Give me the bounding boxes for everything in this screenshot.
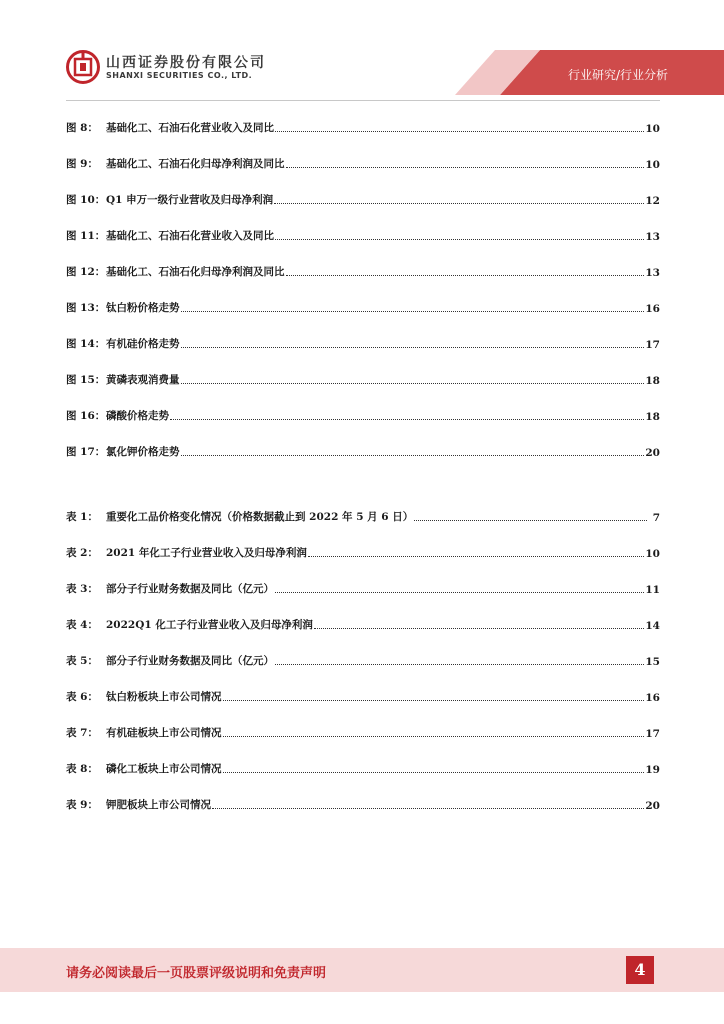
dot-leader — [286, 274, 645, 276]
toc-number: 表 9： — [66, 799, 98, 811]
toc-figure-row[interactable] — [66, 263, 660, 279]
dot-leader — [275, 591, 644, 593]
toc-page-number: 20 — [645, 800, 660, 812]
toc-title: 有机硅价格走势 — [106, 338, 180, 350]
toc-number: 表 6： — [66, 691, 98, 703]
toc-page-number: 10 — [645, 123, 660, 135]
toc-table-row[interactable] — [66, 652, 660, 668]
toc-page-number: 17 — [645, 339, 660, 351]
toc-table-row[interactable] — [66, 508, 660, 524]
toc-number: 图 17： — [66, 446, 106, 458]
toc-title: 有机硅板块上市公司情况 — [106, 727, 222, 739]
toc-number: 表 4： — [66, 619, 98, 631]
toc-number: 表 7： — [66, 727, 98, 739]
toc-page-number: 13 — [645, 267, 660, 279]
page-number: 4 — [626, 956, 654, 984]
dot-leader — [181, 382, 645, 384]
toc-title: 氯化钾价格走势 — [106, 446, 180, 458]
toc-title: 磷化工板块上市公司情况 — [106, 763, 222, 775]
toc-figure-row[interactable] — [66, 371, 660, 387]
toc-title: 钛白粉价格走势 — [106, 302, 180, 314]
toc-number: 图 12： — [66, 266, 106, 278]
dot-leader — [223, 699, 645, 701]
toc-page-number: 14 — [645, 620, 660, 632]
toc-page-number: 18 — [645, 375, 660, 387]
dot-leader — [223, 771, 645, 773]
toc-title: 黄磷表观消费量 — [106, 374, 180, 386]
toc-page-number: 15 — [645, 656, 660, 668]
dot-leader — [170, 418, 644, 420]
toc-number: 图 16： — [66, 410, 106, 422]
toc-page-number: 20 — [645, 447, 660, 459]
toc-page-number: 18 — [645, 411, 660, 423]
dot-leader — [181, 454, 645, 456]
dot-leader — [275, 130, 644, 132]
toc-figure-row[interactable] — [66, 119, 660, 135]
toc-number: 图 14： — [66, 338, 106, 350]
dot-leader — [212, 807, 644, 809]
dot-leader — [308, 555, 644, 557]
toc-title: 部分子行业财务数据及同比（亿元） — [106, 583, 274, 595]
company-name-cn: 山西证券股份有限公司 — [106, 55, 266, 71]
toc-title: 钾肥板块上市公司情况 — [106, 799, 211, 811]
toc-title: 2022Q1 化工子行业营业收入及归母净利润 — [106, 619, 313, 631]
toc-page-number: 19 — [645, 764, 660, 776]
dot-leader — [314, 627, 645, 629]
toc-number: 图 9： — [66, 158, 98, 170]
toc-title: 部分子行业财务数据及同比（亿元） — [106, 655, 274, 667]
shanxi-securities-logo-icon — [66, 50, 100, 84]
dot-leader — [223, 735, 645, 737]
toc-table-row[interactable] — [66, 760, 660, 776]
toc-title: 基础化工、石油石化营业收入及同比 — [106, 122, 274, 134]
toc-figure-row[interactable] — [66, 443, 660, 459]
toc-title: 基础化工、石油石化归母净利润及同比 — [106, 158, 285, 170]
dot-leader — [414, 519, 647, 521]
toc-number: 图 15： — [66, 374, 106, 386]
dot-leader — [275, 663, 644, 665]
dot-leader — [275, 238, 644, 240]
toc-title: 2021 年化工子行业营业收入及归母净利润 — [106, 547, 307, 559]
toc-table-row[interactable] — [66, 580, 660, 596]
toc-page-number: 7 — [652, 512, 660, 524]
toc-number: 表 1： — [66, 511, 98, 523]
toc-figure-row[interactable] — [66, 155, 660, 171]
toc-table-row[interactable] — [66, 724, 660, 740]
toc-title: 磷酸价格走势 — [106, 410, 169, 422]
toc-table-row[interactable] — [66, 544, 660, 560]
toc-table-row[interactable] — [66, 688, 660, 704]
toc-number: 表 3： — [66, 583, 98, 595]
toc-figure-row[interactable] — [66, 407, 660, 423]
toc-number: 图 8： — [66, 122, 98, 134]
toc-page-number: 10 — [645, 159, 660, 171]
toc-figure-row[interactable] — [66, 335, 660, 351]
toc-title: 基础化工、石油石化归母净利润及同比 — [106, 266, 285, 278]
report-category: 行业研究/行业分析 — [567, 68, 668, 82]
toc-figure-row[interactable] — [66, 191, 660, 207]
toc-figure-row[interactable] — [66, 227, 660, 243]
toc-figure-row[interactable] — [66, 299, 660, 315]
toc-number: 表 5： — [66, 655, 98, 667]
header-divider — [66, 100, 660, 101]
company-name-en: SHANXI SECURITIES CO., LTD. — [106, 71, 253, 80]
toc-title: 重要化工品价格变化情况（价格数据截止到 2022 年 5 月 6 日） — [106, 511, 414, 523]
toc-number: 表 8： — [66, 763, 98, 775]
toc-table-row[interactable] — [66, 616, 660, 632]
toc-page-number: 17 — [645, 728, 660, 740]
dot-leader — [181, 346, 645, 348]
page-header — [0, 0, 724, 105]
toc-number: 图 13： — [66, 302, 106, 314]
dot-leader — [181, 310, 645, 312]
toc-table-row[interactable] — [66, 796, 660, 812]
toc-page-number: 13 — [645, 231, 660, 243]
toc-title: Q1 申万一级行业营收及归母净利润 — [106, 194, 274, 206]
toc-page-number: 10 — [645, 548, 660, 560]
disclaimer-notice: 请务必阅读最后一页股票评级说明和免责声明 — [66, 966, 327, 981]
dot-leader — [274, 202, 644, 204]
toc-page-number: 11 — [645, 584, 660, 596]
toc-title: 钛白粉板块上市公司情况 — [106, 691, 222, 703]
toc-title: 基础化工、石油石化营业收入及同比 — [106, 230, 274, 242]
dot-leader — [286, 166, 645, 168]
toc-page-number: 12 — [645, 195, 660, 207]
toc-number: 图 11： — [66, 230, 106, 242]
toc-number: 图 10： — [66, 194, 106, 206]
toc-page-number: 16 — [645, 303, 660, 315]
toc-page-number: 16 — [645, 692, 660, 704]
toc-number: 表 2： — [66, 547, 98, 559]
